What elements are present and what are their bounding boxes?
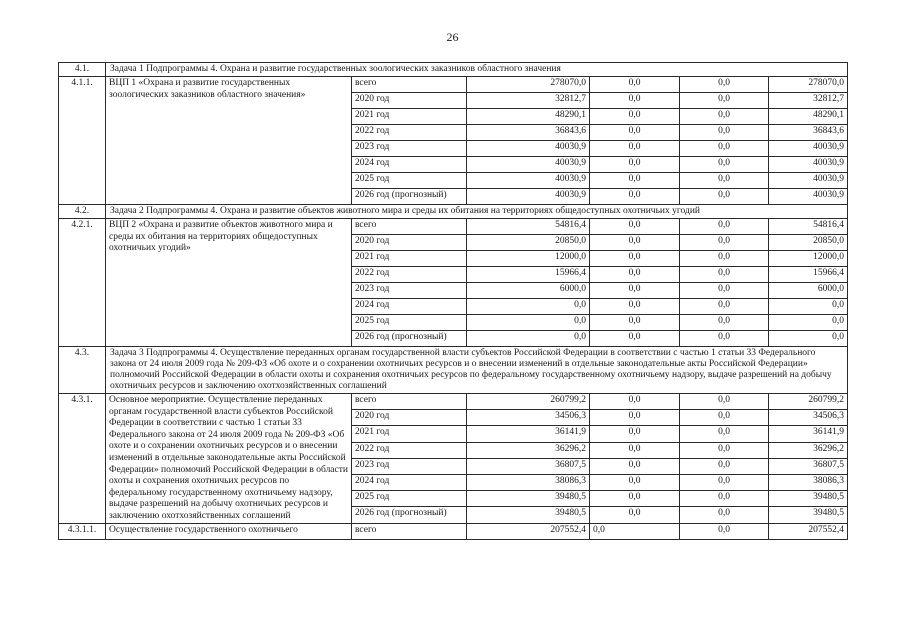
amount-total-cell: 39480,5 — [467, 507, 590, 523]
amount-federal-cell: 0,0 — [590, 189, 680, 205]
table-row — [59, 77, 848, 93]
amount-regional-cell: 0,0 — [769, 331, 848, 347]
amount-regional-cell: 0,0 — [769, 299, 848, 315]
period-cell: всего — [352, 77, 467, 93]
period-cell: 2023 год — [352, 141, 467, 157]
amount-federal-cell: 0,0 — [590, 442, 680, 458]
task-row — [59, 63, 848, 77]
task-text: Задача 2 Подпрограммы 4. Охрана и развитие объектов животного мира и среды их обитания на территориях общедоступных охотничьих угодий — [106, 205, 848, 219]
amount-local-cell: 0,0 — [680, 474, 769, 490]
amount-total-cell: 36807,5 — [467, 458, 590, 474]
amount-federal-cell: 0,0 — [590, 141, 680, 157]
amount-regional-cell: 39480,5 — [769, 507, 848, 523]
amount-regional-cell: 260799,2 — [769, 394, 848, 410]
task-text: Задача 3 Подпрограммы 4. Осуществление переданных органам государственной власти субъектов Российской Федерации в соответствии с частью 1 статьи 33 Федерального закона от 24 июля 2009 года № 209-ФЗ «Об охоте и о сохранении охотничьих ресурсов и о внесении изменений в отдельные законодательные акты Российской Федерации» полномочий Российской Федерации в области охоты и сохранения охотничьих ресурсов по федеральному государственному охотничьему надзору, выдаче разрешений на добычу охотничьих ресурсов и заключению охотхозяйственных соглашений — [106, 347, 848, 394]
amount-regional-cell: 40030,9 — [769, 141, 848, 157]
amount-total-cell: 40030,9 — [467, 141, 590, 157]
amount-regional-cell: 207552,4 — [769, 523, 848, 539]
amount-total-cell: 48290,1 — [467, 109, 590, 125]
amount-regional-cell: 38086,3 — [769, 474, 848, 490]
period-cell: 2026 год (прогнозный) — [352, 507, 467, 523]
amount-local-cell: 0,0 — [680, 141, 769, 157]
item-code: 4.1.1. — [59, 77, 106, 205]
amount-total-cell: 38086,3 — [467, 474, 590, 490]
amount-local-cell: 0,0 — [680, 267, 769, 283]
task-text: Задача 1 Подпрограммы 4. Охрана и развитие государственных зоологических заказников областного значения — [106, 63, 848, 77]
amount-total-cell: 6000,0 — [467, 283, 590, 299]
item-code: 4.2.1. — [59, 219, 106, 347]
amount-federal-cell: 0,0 — [590, 426, 680, 442]
amount-total-cell: 0,0 — [467, 315, 590, 331]
period-cell: 2024 год — [352, 157, 467, 173]
item-description: Осуществление государственного охотничьего — [106, 523, 352, 539]
period-cell: 2020 год — [352, 235, 467, 251]
amount-local-cell: 0,0 — [680, 157, 769, 173]
task-row — [59, 205, 848, 219]
amount-local-cell: 0,0 — [680, 77, 769, 93]
amount-total-cell: 15966,4 — [467, 267, 590, 283]
amount-federal-cell: 0,0 — [590, 331, 680, 347]
amount-federal-cell: 0,0 — [590, 283, 680, 299]
amount-federal-cell: 0,0 — [590, 491, 680, 507]
amount-regional-cell: 0,0 — [769, 315, 848, 331]
amount-regional-cell: 54816,4 — [769, 219, 848, 235]
amount-total-cell: 36141,9 — [467, 426, 590, 442]
amount-federal-cell: 0,0 — [590, 173, 680, 189]
period-cell: 2022 год — [352, 267, 467, 283]
page-number: 26 — [446, 30, 459, 44]
amount-total-cell: 39480,5 — [467, 491, 590, 507]
amount-total-cell: 207552,4 — [467, 523, 590, 539]
amount-total-cell: 20850,0 — [467, 235, 590, 251]
amount-total-cell: 36296,2 — [467, 442, 590, 458]
amount-federal-cell: 0,0 — [590, 235, 680, 251]
period-cell: всего — [352, 394, 467, 410]
amount-local-cell: 0,0 — [680, 410, 769, 426]
period-cell: 2023 год — [352, 283, 467, 299]
amount-regional-cell: 278070,0 — [769, 77, 848, 93]
amount-regional-cell: 40030,9 — [769, 173, 848, 189]
amount-local-cell: 0,0 — [680, 283, 769, 299]
period-cell: 2025 год — [352, 173, 467, 189]
amount-local-cell: 0,0 — [680, 189, 769, 205]
amount-federal-cell: 0,0 — [590, 507, 680, 523]
amount-local-cell: 0,0 — [680, 523, 769, 539]
amount-total-cell: 32812,7 — [467, 93, 590, 109]
amount-regional-cell: 32812,7 — [769, 93, 848, 109]
amount-federal-cell: 0,0 — [590, 523, 680, 539]
amount-regional-cell: 40030,9 — [769, 157, 848, 173]
amount-total-cell: 40030,9 — [467, 157, 590, 173]
amount-total-cell: 36843,6 — [467, 125, 590, 141]
period-cell: всего — [352, 523, 467, 539]
amount-federal-cell: 0,0 — [590, 267, 680, 283]
amount-federal-cell: 0,0 — [590, 219, 680, 235]
amount-regional-cell: 36141,9 — [769, 426, 848, 442]
amount-local-cell: 0,0 — [680, 125, 769, 141]
amount-local-cell: 0,0 — [680, 93, 769, 109]
budget-table — [58, 62, 848, 540]
amount-total-cell: 40030,9 — [467, 173, 590, 189]
amount-federal-cell: 0,0 — [590, 109, 680, 125]
amount-federal-cell: 0,0 — [590, 474, 680, 490]
amount-local-cell: 0,0 — [680, 394, 769, 410]
period-cell: 2020 год — [352, 93, 467, 109]
item-code: 4.3.1. — [59, 394, 106, 524]
amount-federal-cell: 0,0 — [590, 77, 680, 93]
task-code: 4.3. — [59, 347, 106, 394]
amount-regional-cell: 48290,1 — [769, 109, 848, 125]
amount-federal-cell: 0,0 — [590, 157, 680, 173]
period-cell: 2025 год — [352, 491, 467, 507]
amount-local-cell: 0,0 — [680, 235, 769, 251]
amount-local-cell: 0,0 — [680, 458, 769, 474]
task-row — [59, 347, 848, 394]
amount-local-cell: 0,0 — [680, 442, 769, 458]
amount-total-cell: 40030,9 — [467, 189, 590, 205]
amount-federal-cell: 0,0 — [590, 458, 680, 474]
amount-regional-cell: 20850,0 — [769, 235, 848, 251]
item-description: ВЦП 1 «Охрана и развитие государственных зоологических заказников областного значения» — [106, 77, 352, 205]
item-code: 4.3.1.1. — [59, 523, 106, 539]
amount-regional-cell: 36296,2 — [769, 442, 848, 458]
amount-regional-cell: 34506,3 — [769, 410, 848, 426]
amount-regional-cell: 40030,9 — [769, 189, 848, 205]
amount-local-cell: 0,0 — [680, 299, 769, 315]
amount-total-cell: 260799,2 — [467, 394, 590, 410]
amount-local-cell: 0,0 — [680, 173, 769, 189]
amount-federal-cell: 0,0 — [590, 315, 680, 331]
period-cell: 2024 год — [352, 474, 467, 490]
amount-federal-cell: 0,0 — [590, 299, 680, 315]
item-description: ВЦП 2 «Охрана и развитие объектов животного мира и среды их обитания на территориях общедоступных охотничьих угодий» — [106, 219, 352, 347]
amount-total-cell: 54816,4 — [467, 219, 590, 235]
amount-local-cell: 0,0 — [680, 491, 769, 507]
budget-table-body — [59, 63, 848, 540]
amount-local-cell: 0,0 — [680, 251, 769, 267]
amount-total-cell: 278070,0 — [467, 77, 590, 93]
amount-federal-cell: 0,0 — [590, 125, 680, 141]
period-cell: всего — [352, 219, 467, 235]
period-cell: 2022 год — [352, 442, 467, 458]
period-cell: 2026 год (прогнозный) — [352, 189, 467, 205]
amount-federal-cell: 0,0 — [590, 394, 680, 410]
amount-total-cell: 0,0 — [467, 331, 590, 347]
amount-local-cell: 0,0 — [680, 331, 769, 347]
amount-regional-cell: 36843,6 — [769, 125, 848, 141]
amount-local-cell: 0,0 — [680, 109, 769, 125]
amount-federal-cell: 0,0 — [590, 93, 680, 109]
amount-local-cell: 0,0 — [680, 507, 769, 523]
table-row — [59, 523, 848, 539]
period-cell: 2022 год — [352, 125, 467, 141]
table-row — [59, 394, 848, 410]
period-cell: 2024 год — [352, 299, 467, 315]
amount-regional-cell: 12000,0 — [769, 251, 848, 267]
period-cell: 2023 год — [352, 458, 467, 474]
amount-local-cell: 0,0 — [680, 315, 769, 331]
amount-local-cell: 0,0 — [680, 219, 769, 235]
amount-local-cell: 0,0 — [680, 426, 769, 442]
amount-regional-cell: 36807,5 — [769, 458, 848, 474]
amount-regional-cell: 39480,5 — [769, 491, 848, 507]
period-cell: 2025 год — [352, 315, 467, 331]
table-row — [59, 219, 848, 235]
period-cell: 2020 год — [352, 410, 467, 426]
amount-federal-cell: 0,0 — [590, 251, 680, 267]
item-description: Основное мероприятие. Осуществление переданных органам государственной власти субъектов Российской Федерации в соответствии с частью 1 статьи 33 Федерального закона от 24 июля 2009 года № 209-ФЗ «Об охоте и о сохранении охотничьих ресурсов и о внесении изменений в отдельные законодательные акты Российской Федерации» полномочий Российской Федерации в области охоты и сохранения охотничьих ресурсов по федеральному государственному охотничьему надзору, выдаче разрешений на добычу охотничьих ресурсов и заключению охотхозяйственных соглашений — [106, 394, 352, 524]
amount-federal-cell: 0,0 — [590, 410, 680, 426]
amount-total-cell: 34506,3 — [467, 410, 590, 426]
task-code: 4.1. — [59, 63, 106, 77]
period-cell: 2021 год — [352, 109, 467, 125]
period-cell: 2026 год (прогнозный) — [352, 331, 467, 347]
period-cell: 2021 год — [352, 426, 467, 442]
amount-regional-cell: 6000,0 — [769, 283, 848, 299]
task-code: 4.2. — [59, 205, 106, 219]
amount-total-cell: 12000,0 — [467, 251, 590, 267]
period-cell: 2021 год — [352, 251, 467, 267]
amount-total-cell: 0,0 — [467, 299, 590, 315]
amount-regional-cell: 15966,4 — [769, 267, 848, 283]
